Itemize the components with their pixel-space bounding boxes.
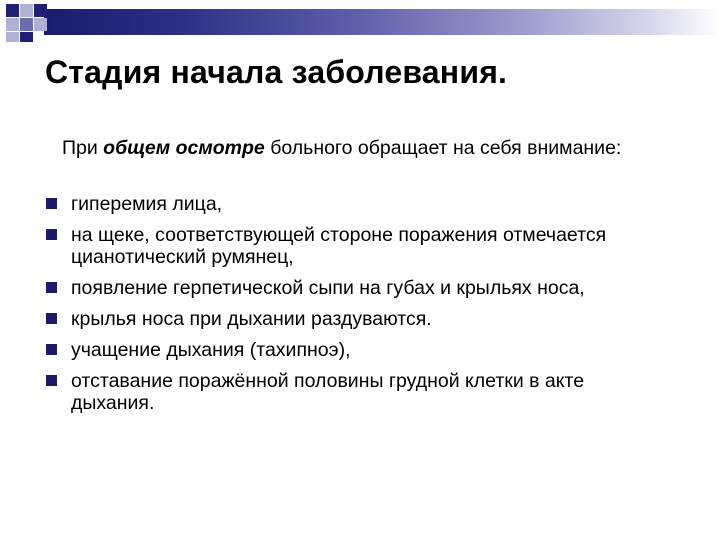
square-bullet-icon bbox=[46, 198, 57, 209]
list-item bbox=[45, 224, 665, 268]
intro-emphasis: общем осмотре bbox=[103, 137, 265, 159]
list-item-text: на щеке, соответствующей стороне поражения отмечается цианотический румянец, bbox=[71, 224, 607, 268]
intro-prefix: При bbox=[62, 137, 104, 159]
decor-square bbox=[20, 18, 33, 31]
square-bullet-icon bbox=[46, 344, 57, 355]
intro-paragraph bbox=[62, 137, 662, 159]
decor-square bbox=[20, 32, 33, 42]
decor-square bbox=[6, 18, 19, 31]
list-item-text: появление герпетической сыпи на губах и крыльях носа, bbox=[71, 277, 585, 299]
list-item-text: крылья носа при дыхании раздуваются. bbox=[71, 308, 432, 330]
list-item-text: гиперемия лица, bbox=[71, 193, 223, 215]
square-bullet-icon bbox=[46, 282, 57, 293]
symptom-list bbox=[45, 193, 665, 423]
list-item bbox=[45, 277, 665, 299]
slide-title: Стадия начала заболевания. bbox=[45, 54, 508, 90]
list-item-text: учащение дыхания (тахипноэ), bbox=[71, 339, 351, 361]
decor-square bbox=[6, 32, 19, 42]
square-bullet-icon bbox=[46, 313, 57, 324]
decor-square bbox=[34, 4, 47, 17]
square-bullet-icon bbox=[46, 375, 57, 386]
decor-square bbox=[6, 4, 19, 17]
list-item bbox=[45, 339, 665, 361]
list-item bbox=[45, 370, 665, 414]
list-item-text: отставание поражённой половины грудной клетки в акте дыхания. bbox=[71, 370, 585, 414]
header-gradient-bar bbox=[44, 9, 720, 35]
decor-square bbox=[20, 4, 33, 17]
header-decoration-band bbox=[0, 0, 720, 44]
square-bullet-icon bbox=[46, 229, 57, 240]
list-item bbox=[45, 308, 665, 330]
intro-suffix: больного обращает на себя внимание: bbox=[264, 137, 622, 159]
list-item bbox=[45, 193, 665, 215]
decor-square bbox=[34, 18, 47, 31]
